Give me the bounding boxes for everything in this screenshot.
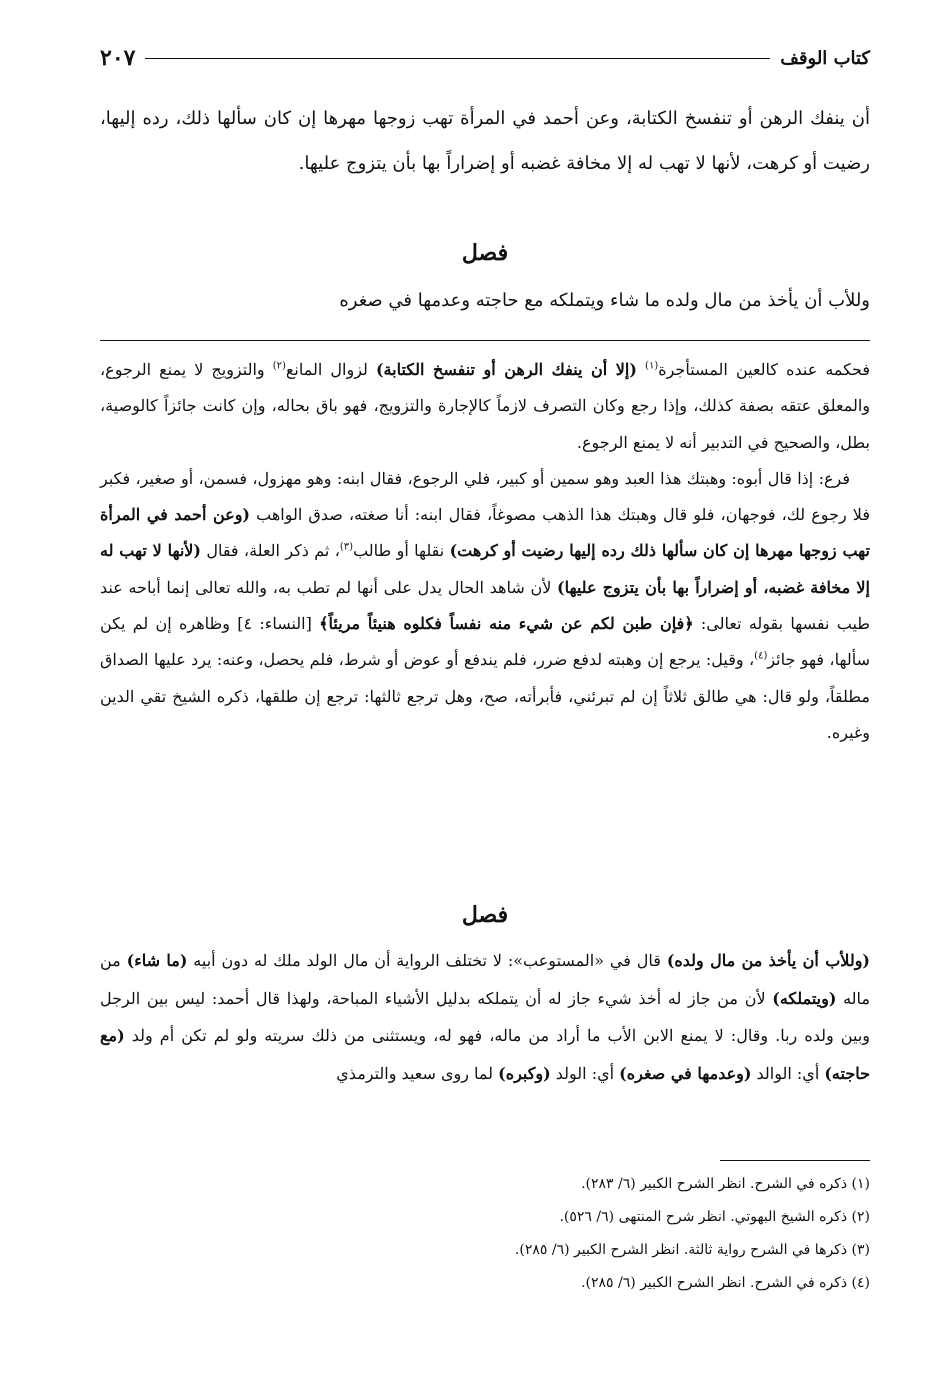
text-run: من ماله — [100, 951, 870, 1008]
footnote: (١) ذكره في الشرح. انظر الشرح الكبير (٦/ ٢٨٣). — [581, 1176, 870, 1192]
footnote-ref: (٣) — [339, 542, 354, 554]
chapter-title: كتاب الوقف — [780, 47, 870, 69]
text-run: لما روى سعيد والترمذي — [336, 1063, 499, 1083]
quran-verse: ﴿فإن طبن لكم عن شيء منه نفساً فكلوه هنيئاً مريئاً﴾ — [319, 614, 694, 634]
footnote: (٣) ذكرها في الشرح رواية ثالثة. انظر الشرح الكبير (٦/ ٢٨٥). — [514, 1242, 870, 1258]
text-run: أي: الوالد — [751, 1063, 825, 1083]
quoted-matn: (مع حاجته) — [100, 1026, 870, 1083]
text-run: لزوال المانع — [285, 360, 376, 379]
sharh-commentary — [100, 352, 870, 751]
matn-sharh-separator — [100, 340, 870, 341]
matn-text-fasl-1: وللأب أن يأخذ من مال ولده ما شاء ويتملكه مع حاجته وعدمها في صغره — [339, 290, 870, 311]
text-run: فحكمه عنده كالعين المستأجرة — [658, 360, 870, 379]
footnote: (٤) ذكره في الشرح. انظر الشرح الكبير (٦/ ٢٨٥). — [581, 1275, 870, 1291]
quoted-matn: (ما شاء) — [126, 951, 188, 970]
quoted-matn: (ويتملكه) — [772, 988, 837, 1008]
text-run — [637, 360, 645, 379]
footnote: (٢) ذكره الشيخ البهوتي. انظر شرح المنتهى (٦/ ٥٢٦). — [559, 1209, 870, 1225]
sharh-fasl-2 — [100, 942, 870, 1092]
quoted-matn: (وعن أحمد في المرأة تهب زوجها مهرها إن كان سألها ذلك رده إليها رضيت أو كرهت) — [100, 505, 871, 561]
sharh-paragraph-2 — [100, 461, 870, 751]
footnote-ref: (٢) — [272, 360, 286, 372]
section-heading-fasl-2: فصل — [461, 902, 509, 928]
text-run: لأن شاهد الحال يدل على أنها لم تطب به، والله تعالى إنما أباحه عند طيب نفسها بقوله تعالى: — [100, 577, 871, 634]
text-run: ، وقيل: يرجع إن وهبته لدفع ضرر، فلم يندفع أو عوض أو شرط، فلم يحصل، وعنه: يرد عليها الصداق مطلقاً، ولو قال: هي طالق ثلاثاً إن لم تبرئني، فأبرأته، صح، وهل ترجع ثالثها: ترجع إن طلقها، ذكره الشيخ تقي الدين وغيره. — [100, 650, 871, 742]
header-rule — [145, 58, 770, 59]
text-run: لأن من جاز له أخذ شيء جاز له أن يتملكه بدليل الأشياء المباحة، ولهذا قال أحمد: ليس بين الرجل وبين ولده ربا. وقال: لا يمنع الابن الأب ما أراد من ماله، فهو له، ويستثنى من ذلك سريته ولو لم تكن أم ولد — [100, 988, 870, 1045]
text-run: فرع: إذا قال أبوه: وهبتك هذا العبد وهو سمين أو كبير، فلي الرجوع، فقال ابنه: وهو مهزول، فسمن، أو صغير، فكبر فلا رجوع لك، فوجهان، فلو قال وهبتك هذا الذهب مصوغاً، فقال ابنه: أنا صغته، صدق الواهب — [100, 468, 870, 525]
section-heading-fasl-1: فصل — [461, 240, 509, 266]
text-run: قال في «المستوعب»: لا تختلف الرواية أن مال الولد ملك له دون أبيه — [187, 951, 667, 970]
quoted-matn: (وعدمها في صغره) — [619, 1063, 752, 1083]
footnote-ref: (١) — [645, 360, 659, 372]
sharh-paragraph-1 — [100, 352, 870, 461]
text-run: ، ثم ذكر العلة، فقال — [201, 541, 340, 561]
footnote-ref: (٤) — [754, 651, 768, 663]
quoted-matn: (وللأب أن يأخذ من مال ولده) — [666, 951, 871, 970]
text-run: والتزويج لا يمنع الرجوع، والمعلق عتقه بصفة كذلك، وإذا رجع وكان التصرف لازماً كالإجارة والتزويج، فهو باق بحاله، وإن كانت جائزاً كالوصية، بطل، والصحيح في التدبير أنه لا يمنع الرجوع. — [100, 360, 870, 452]
running-header — [100, 40, 870, 76]
footnotes — [100, 1168, 870, 1300]
text-run: أي: الولد — [550, 1063, 620, 1083]
page-number: ٢٠٧ — [100, 45, 136, 71]
matn-text: أن ينفك الرهن أو تنفسخ الكتابة، وعن أحمد في المرأة تهب زوجها مهرها إن كان سألها ذلك، رده إليها، رضيت أو كرهت، لأنها لا تهب له إلا مخافة غضبه أو إضراراً بها بأن يتزوج عليها. — [100, 108, 870, 174]
text-run: نقلها أو طالب — [353, 541, 450, 561]
quoted-matn: (وكبره) — [498, 1063, 551, 1083]
footnote-rule — [720, 1160, 870, 1161]
quoted-matn: (لأنها لا تهب له إلا مخافة غضبه، أو إضراراً بها بأن يتزوج عليها) — [100, 541, 871, 597]
quoted-matn: (إلا أن ينفك الرهن أو تنفسخ الكتابة) — [375, 360, 637, 379]
text-run: [النساء: ٤] وظاهره إن لم يكن سألها، فهو جائز — [100, 614, 870, 670]
